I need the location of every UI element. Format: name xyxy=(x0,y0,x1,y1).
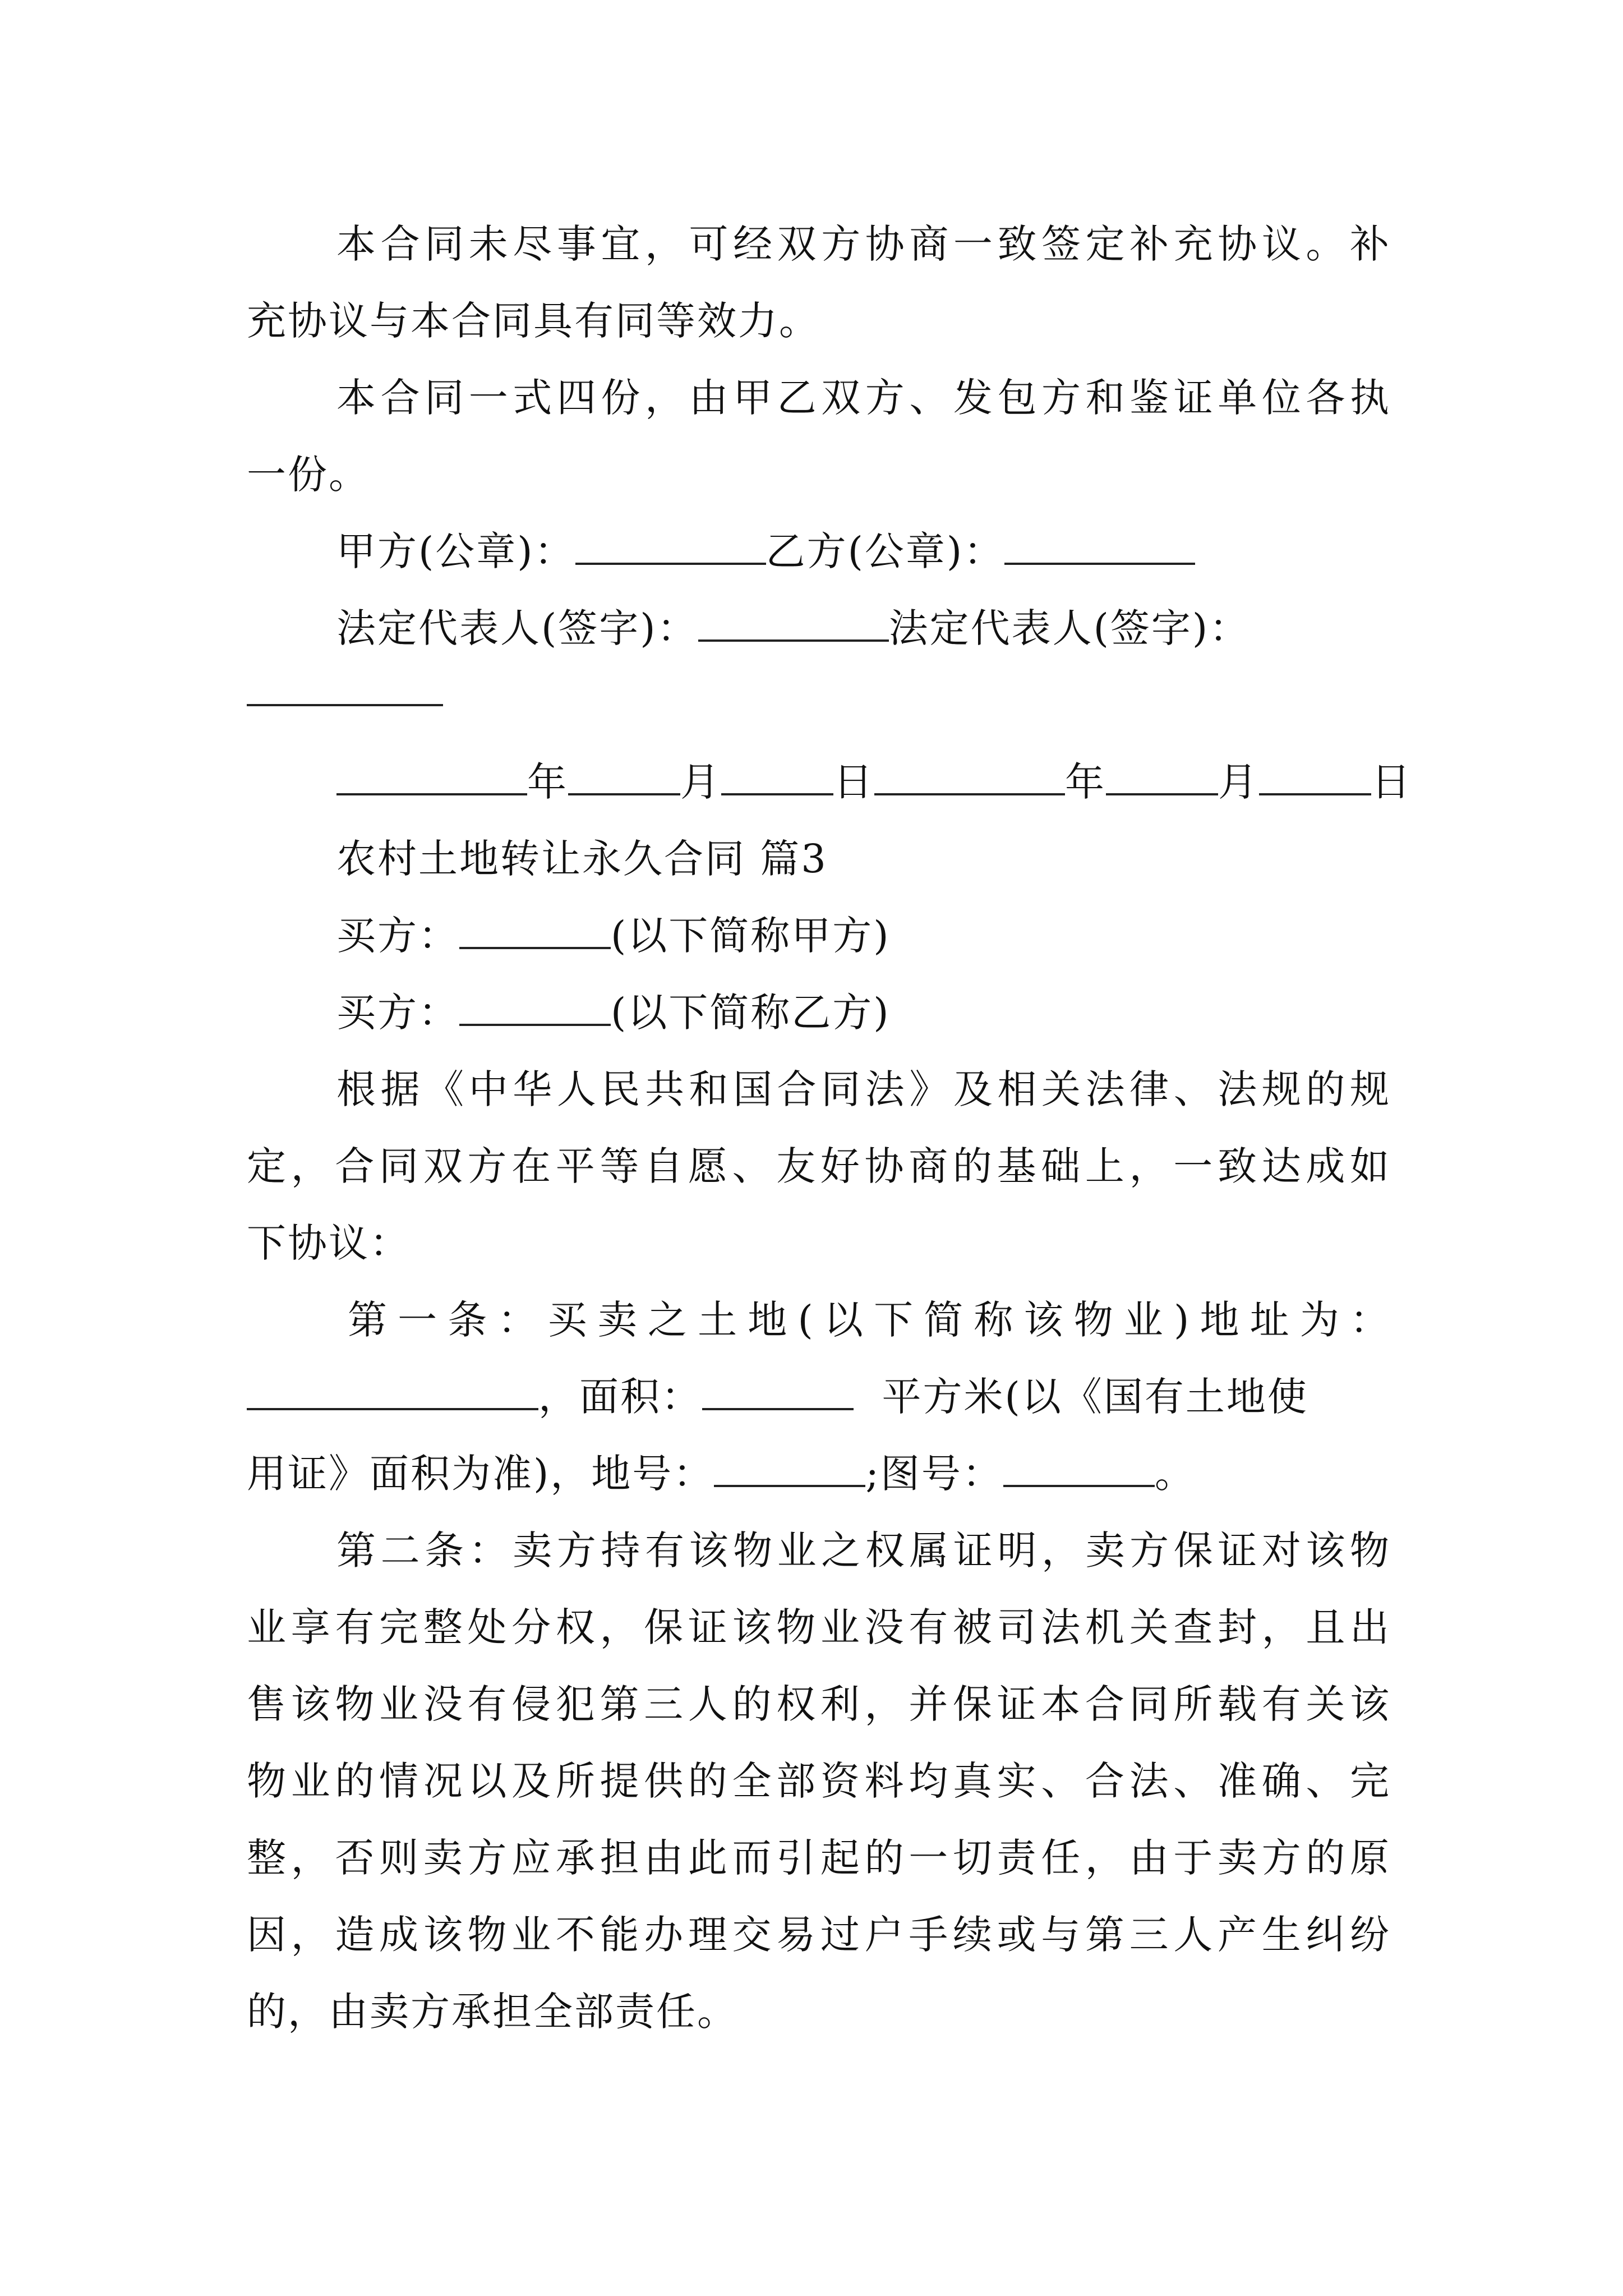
article-2-line-3: 售该物业没有侵犯第三人的权利，并保证本合同所载有关该 xyxy=(247,1681,1391,1727)
date-b-month-label: 月 xyxy=(1218,759,1259,805)
date-a-day-label: 日 xyxy=(833,759,874,805)
area-blank xyxy=(702,1371,854,1410)
buyer-a-label: 买方： xyxy=(336,913,459,959)
date-b-month-blank xyxy=(1106,756,1218,795)
article-2-line-4: 物业的情况以及所提供的全部资料均真实、合法、准确、完 xyxy=(247,1758,1391,1804)
buyer-b-suffix: (以下简称乙方) xyxy=(611,990,891,1036)
map-number-blank xyxy=(1003,1448,1155,1487)
section-title: 农村土地转让永久合同 篇3 xyxy=(336,836,828,882)
buyer-a-row xyxy=(336,908,1391,964)
article-2-line-6: 因，造成该物业不能办理交易过户手续或与第三人产生纠纷 xyxy=(247,1912,1391,1958)
paragraph-supplement-line-1: 本合同未尽事宜，可经双方协商一致签定补充协议。补 xyxy=(336,221,1391,267)
signature-seal-row xyxy=(336,523,1391,579)
article-1-line-2 xyxy=(247,1369,1391,1425)
buyer-b-blank xyxy=(459,987,611,1026)
buyer-b-row xyxy=(336,984,1391,1041)
lot-number-label: 用证》面积为准)，地号： xyxy=(247,1451,714,1497)
paragraph-supplement-line-2: 充协议与本合同具有同等效力。 xyxy=(247,298,820,344)
area-unit-text: 平方米(以《国有土地使 xyxy=(882,1374,1308,1420)
basis-line-1: 根据《中华人民共和国合同法》及相关法律、法规的规 xyxy=(336,1066,1391,1112)
date-a-day-blank xyxy=(721,756,833,795)
buyer-b-label: 买方： xyxy=(336,990,459,1036)
article-2-line-5: 整，否则卖方应承担由此而引起的一切责任，由于卖方的原 xyxy=(247,1835,1391,1881)
date-b-day-blank xyxy=(1259,756,1371,795)
date-a-month-blank xyxy=(568,756,680,795)
buyer-a-blank xyxy=(459,910,611,949)
lot-number-blank xyxy=(714,1448,865,1487)
article-1-period: 。 xyxy=(1154,1451,1196,1497)
party-b-seal-label: 乙方(公章)： xyxy=(766,528,1005,574)
signature-rep-row xyxy=(336,600,1391,656)
date-b-day-label: 日 xyxy=(1371,759,1412,805)
map-number-label: ;图号： xyxy=(865,1451,1003,1497)
article-1-line-1: 第一条：买卖之土地(以下简称该物业)地址为： xyxy=(348,1297,1391,1343)
date-row xyxy=(336,754,1412,810)
article-2-line-1: 第二条：卖方持有该物业之权属证明，卖方保证对该物 xyxy=(336,1527,1391,1573)
date-b-year-label: 年 xyxy=(1065,759,1106,805)
party-a-seal-blank xyxy=(575,526,766,565)
date-a-year-label: 年 xyxy=(527,759,568,805)
article-2-line-2: 业享有完整处分权，保证该物业没有被司法机关查封，且出 xyxy=(247,1604,1391,1650)
area-label: ，面积： xyxy=(538,1374,702,1420)
date-a-year-blank xyxy=(336,756,527,795)
address-blank xyxy=(247,1371,538,1410)
party-a-rep-label: 法定代表人(签字)： xyxy=(336,605,698,651)
party-b-seal-blank xyxy=(1004,526,1195,565)
article-2-line-7: 的，由卖方承担全部责任。 xyxy=(247,1989,738,2035)
buyer-a-suffix: (以下简称甲方) xyxy=(611,913,891,959)
paragraph-copies-line-1: 本合同一式四份，由甲乙双方、发包方和鉴证单位各执 xyxy=(336,375,1391,421)
paragraph-copies-line-2: 一份。 xyxy=(247,452,370,498)
article-1-line-3 xyxy=(247,1446,1391,1502)
date-b-year-blank xyxy=(874,756,1065,795)
date-a-month-label: 月 xyxy=(680,759,721,805)
party-a-seal-label: 甲方(公章)： xyxy=(336,528,575,574)
party-b-rep-blank xyxy=(247,704,443,706)
basis-line-3: 下协议： xyxy=(247,1220,411,1266)
basis-line-2: 定，合同双方在平等自愿、友好协商的基础上，一致达成如 xyxy=(247,1143,1391,1189)
party-b-rep-label: 法定代表人(签字)： xyxy=(888,605,1251,651)
party-a-rep-blank xyxy=(698,602,889,642)
